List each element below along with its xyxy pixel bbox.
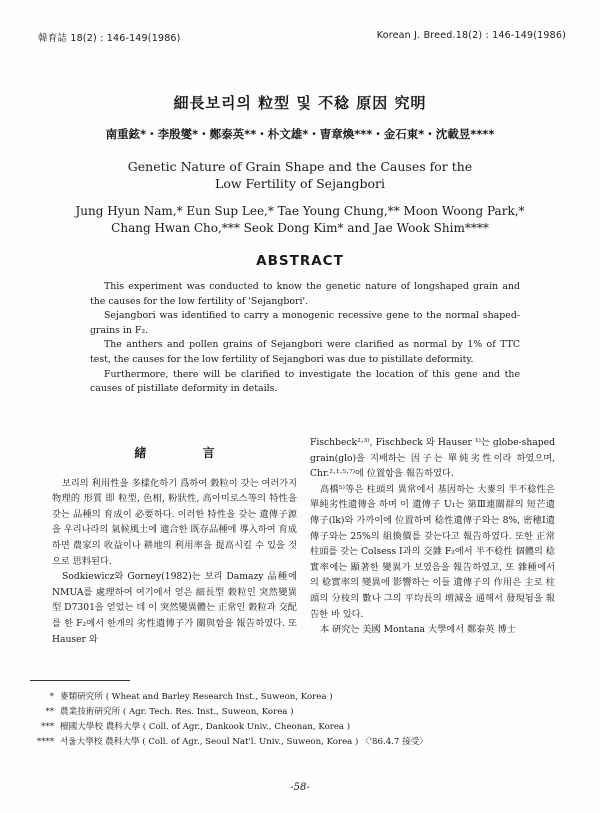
left-column bbox=[52, 440, 297, 647]
footnote-mark: ** bbox=[45, 707, 54, 717]
abstract-paragraph: This experiment was conducted to know the genetic nature of longshaped grain and the causes for the low fertility of 'Sejangbori'. bbox=[90, 281, 520, 307]
authors-korean: 南重鉉*・李殷燮*・鄭泰英**・朴文雄*・曺章煥***・金石東*・沈載昱**** bbox=[105, 127, 495, 141]
footnote bbox=[30, 705, 510, 720]
body-paragraph: 高橋⁵⁾等은 柱頭의 異常에서 基因하는 大麥의 半不稔性은 單純劣性遺傳을 하며 이 遺傳子 U₁는 第Ⅲ連關群의 短芒遺傳子(lk)와 가까이에 位置하며 稔性遺傳子와는 8%, 密穗Ⅰ遺傳子와는 25%의 組換價를 갖는다고 報告하였다. 또한 正常 柱頭를 갖는 Colsess Ⅰ과의 交雜 F₂에서 半不稔性 個體의 稔實率에는 顯著한 變異가 보였음을 報告하였고, 또 雜種에서의 稔實率의 變異에 影響하는 이들 遺傳子의 作用은 主로 柱頭의 分枝의 數나 그의 平均長의 增減을 通해서 發現됨을 報告한 바 있다. bbox=[310, 483, 555, 620]
footnote-text: 麥類硏究所 ( Wheat and Barley Research Inst., Suweon, Korea ) bbox=[60, 692, 333, 702]
abstract-paragraph: Sejangbori was identified to carry a monogenic recessive gene to the normal shaped-grains in F₂. bbox=[90, 310, 520, 336]
journal-header-left: 韓育誌 18(2) : 146-149(1986) bbox=[38, 33, 181, 44]
body-paragraph: 보리의 利用性을 多樣化하기 爲하여 穀粒이 갖는 여러가지 物理的 形質 即 粒型, 色相, 粉狀性, 高아미로스等의 特性을 갖는 品種의 育成이 必要하다. 이러한 特性을 갖는 遺傳子源을 우리나라의 氣候風土에 適合한 既存品種에 導入하여 育成하면 農家의 收益이나 耕地의 利用率을 提高시킬 수 있을 것으로 思料된다. bbox=[52, 477, 297, 567]
body-paragraph: Sodkiewicz와 Gorney(1982)는 보리 Damazy 品種에 NMUA를 處理하여 여기에서 얻은 細長型 穀粒인 突然變異型 D7301을 얻었는 데 이 突然變異體는 正常인 穀粒과 交配를 한 F₂에서 한개의 劣性遺傳子가 關與함을 報告하였다. 또 Hauser 와 bbox=[52, 571, 297, 645]
right-column bbox=[310, 435, 555, 638]
authors-english-line2: Chang Hwan Cho,*** Seok Dong Kim* and Jae Wook Shim**** bbox=[111, 221, 489, 235]
title-english bbox=[0, 158, 600, 192]
authors-english bbox=[0, 203, 600, 237]
title-english-line1: Genetic Nature of Grain Shape and the Causes for the bbox=[127, 159, 473, 174]
authors-english-line1: Jung Hyun Nam,* Eun Sup Lee,* Tae Young Chung,** Moon Woong Park,* bbox=[75, 204, 525, 218]
footnote-text: 檀國大學校 農科大學 ( Coll. of Agr., Dankook Univ., Cheonan, Korea ) bbox=[60, 722, 351, 732]
title-korean: 細長보리의 粒型 및 不稔 原因 究明 bbox=[173, 94, 427, 112]
abstract-paragraph: Furthermore, there will be clarified to investigate the location of this gene and the causes of pistillate deformity in details. bbox=[90, 368, 520, 395]
footnote-divider bbox=[30, 680, 130, 681]
footnotes bbox=[30, 690, 510, 750]
title-english-line2: Low Fertility of Sejangbori bbox=[215, 176, 385, 191]
page-number: -58- bbox=[290, 782, 310, 793]
footnote-text: 農業技術硏究所 ( Agr. Tech. Res. Inst., Suweon, Korea ) bbox=[60, 707, 294, 717]
footnote bbox=[30, 690, 510, 705]
footnote-mark: **** bbox=[36, 737, 54, 747]
footnote bbox=[30, 720, 510, 735]
footnote-mark: * bbox=[49, 692, 54, 702]
abstract-heading: ABSTRACT bbox=[256, 253, 344, 269]
abstract-paragraph: The anthers and pollen grains of Sejangbori were clarified as normal by 1% of TTC test, the causes for the low fertility of Sejangbori was due to pistillate deformity. bbox=[90, 339, 520, 365]
footnote-text: 서울大學校 農科大學 ( Coll. of Agr., Seoul Nat'l. Univ., Suweon, Korea ) 〈'86.4.7 接受〉 bbox=[60, 737, 428, 747]
body-paragraph: Fischbeck²·³⁾, Fischbeck 와 Hauser ¹⁾는 globe-shaped grain(glo)을 지배하는 因子는 單純劣性이라 하였으며, Chr.²·¹·⁵·⁷⁾에 位置함을 報告하였다. bbox=[310, 437, 555, 480]
section-heading-introduction: 緒 言 bbox=[134, 446, 241, 460]
footnote-mark: *** bbox=[41, 722, 54, 732]
footnote bbox=[30, 735, 510, 750]
abstract-body bbox=[90, 280, 520, 397]
body-paragraph: 本 硏究는 美國 Montana 大學에서 鄭泰英 博士 bbox=[320, 624, 516, 636]
journal-header-right: Korean J. Breed.18(2) : 146-149(1986) bbox=[376, 30, 566, 41]
